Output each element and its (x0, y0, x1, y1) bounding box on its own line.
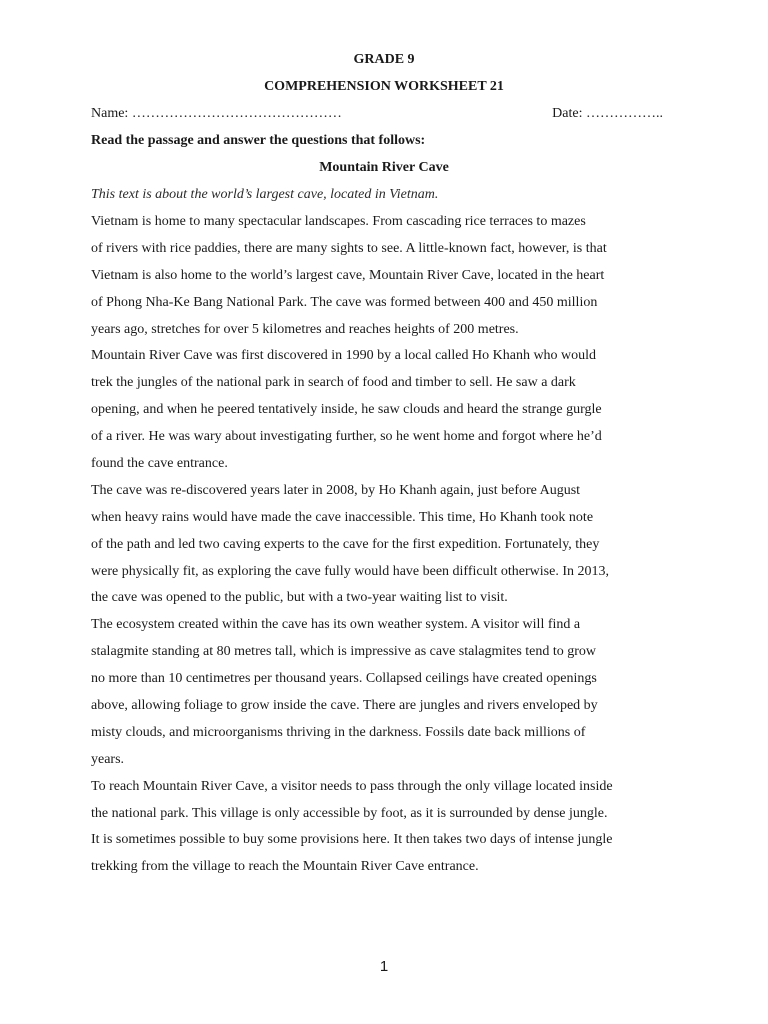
passage-line: stalagmite standing at 80 metres tall, which is impressive as cave stalagmites tend to grow (91, 644, 597, 660)
passage-line: To reach Mountain River Cave, a visitor needs to pass through the only village located inside (91, 778, 613, 794)
passage-title: Mountain River Cave (319, 160, 449, 175)
passage-line: trek the jungles of the national park in search of food and timber to sell. He saw a dark (91, 375, 576, 391)
passage-line: of rivers with rice paddies, there are many sights to see. A little-known fact, however, is that (91, 240, 607, 256)
passage-line: of a river. He was wary about investigating further, so he went home and forgot where he’d (91, 429, 602, 445)
passage-line: opening, and when he peered tentatively inside, he saw clouds and heard the strange gurgle (91, 402, 602, 418)
passage-line: when heavy rains would have made the cave inaccessible. This time, Ho Khanh took note (91, 509, 594, 525)
page-number: 1 (379, 958, 389, 975)
name-date-row (91, 106, 663, 126)
passage-line: Vietnam is also home to the world’s largest cave, Mountain River Cave, located in the heart (91, 267, 605, 283)
passage-line: above, allowing foliage to grow inside the cave. There are jungles and rivers enveloped by (91, 698, 598, 714)
passage-line: of Phong Nha-Ke Bang National Park. The cave was formed between 400 and 450 million (91, 294, 598, 310)
passage-line: years. (91, 751, 125, 767)
passage-line: misty clouds, and microorganisms thriving in the darkness. Fossils date back millions of (91, 724, 586, 740)
worksheet-title: COMPREHENSION WORKSHEET 21 (264, 79, 504, 94)
grade-heading: GRADE 9 (353, 52, 415, 67)
passage-line: the national park. This village is only accessible by foot, as it is surrounded by dense jungle. (91, 805, 608, 821)
instruction-text: Read the passage and answer the questions that follows: (91, 133, 426, 148)
passage-line: years ago, stretches for over 5 kilometres and reaches heights of 200 metres. (91, 321, 519, 337)
passage-body (91, 214, 681, 886)
passage-line: no more than 10 centimetres per thousand years. Collapsed ceilings have created openings (91, 671, 597, 687)
date-field-label: Date: …………….. (552, 106, 663, 121)
passage-line: The ecosystem created within the cave has its own weather system. A visitor will find a (91, 617, 581, 633)
name-field-label: Name: ……………………………………… (91, 106, 342, 121)
passage-line: of the path and led two caving experts to the cave for the first expedition. Fortunately, they (91, 536, 600, 552)
passage-line: It is sometimes possible to buy some provisions here. It then takes two days of intense jungle (91, 832, 613, 848)
passage-line: Vietnam is home to many spectacular landscapes. From cascading rice terraces to mazes (91, 214, 586, 229)
passage-line: Mountain River Cave was first discovered in 1990 by a local called Ho Khanh who would (91, 348, 597, 364)
passage-subtitle: This text is about the world’s largest cave, located in Vietnam. (91, 187, 439, 202)
passage-line: trekking from the village to reach the Mountain River Cave entrance. (91, 859, 479, 875)
passage-line: the cave was opened to the public, but with a two-year waiting list to visit. (91, 590, 508, 606)
passage-line: found the cave entrance. (91, 456, 228, 472)
passage-line: were physically fit, as exploring the cave fully would have been difficult otherwise. In 2013, (91, 563, 609, 579)
passage-line: The cave was re-discovered years later in 2008, by Ho Khanh again, just before August (91, 482, 581, 498)
